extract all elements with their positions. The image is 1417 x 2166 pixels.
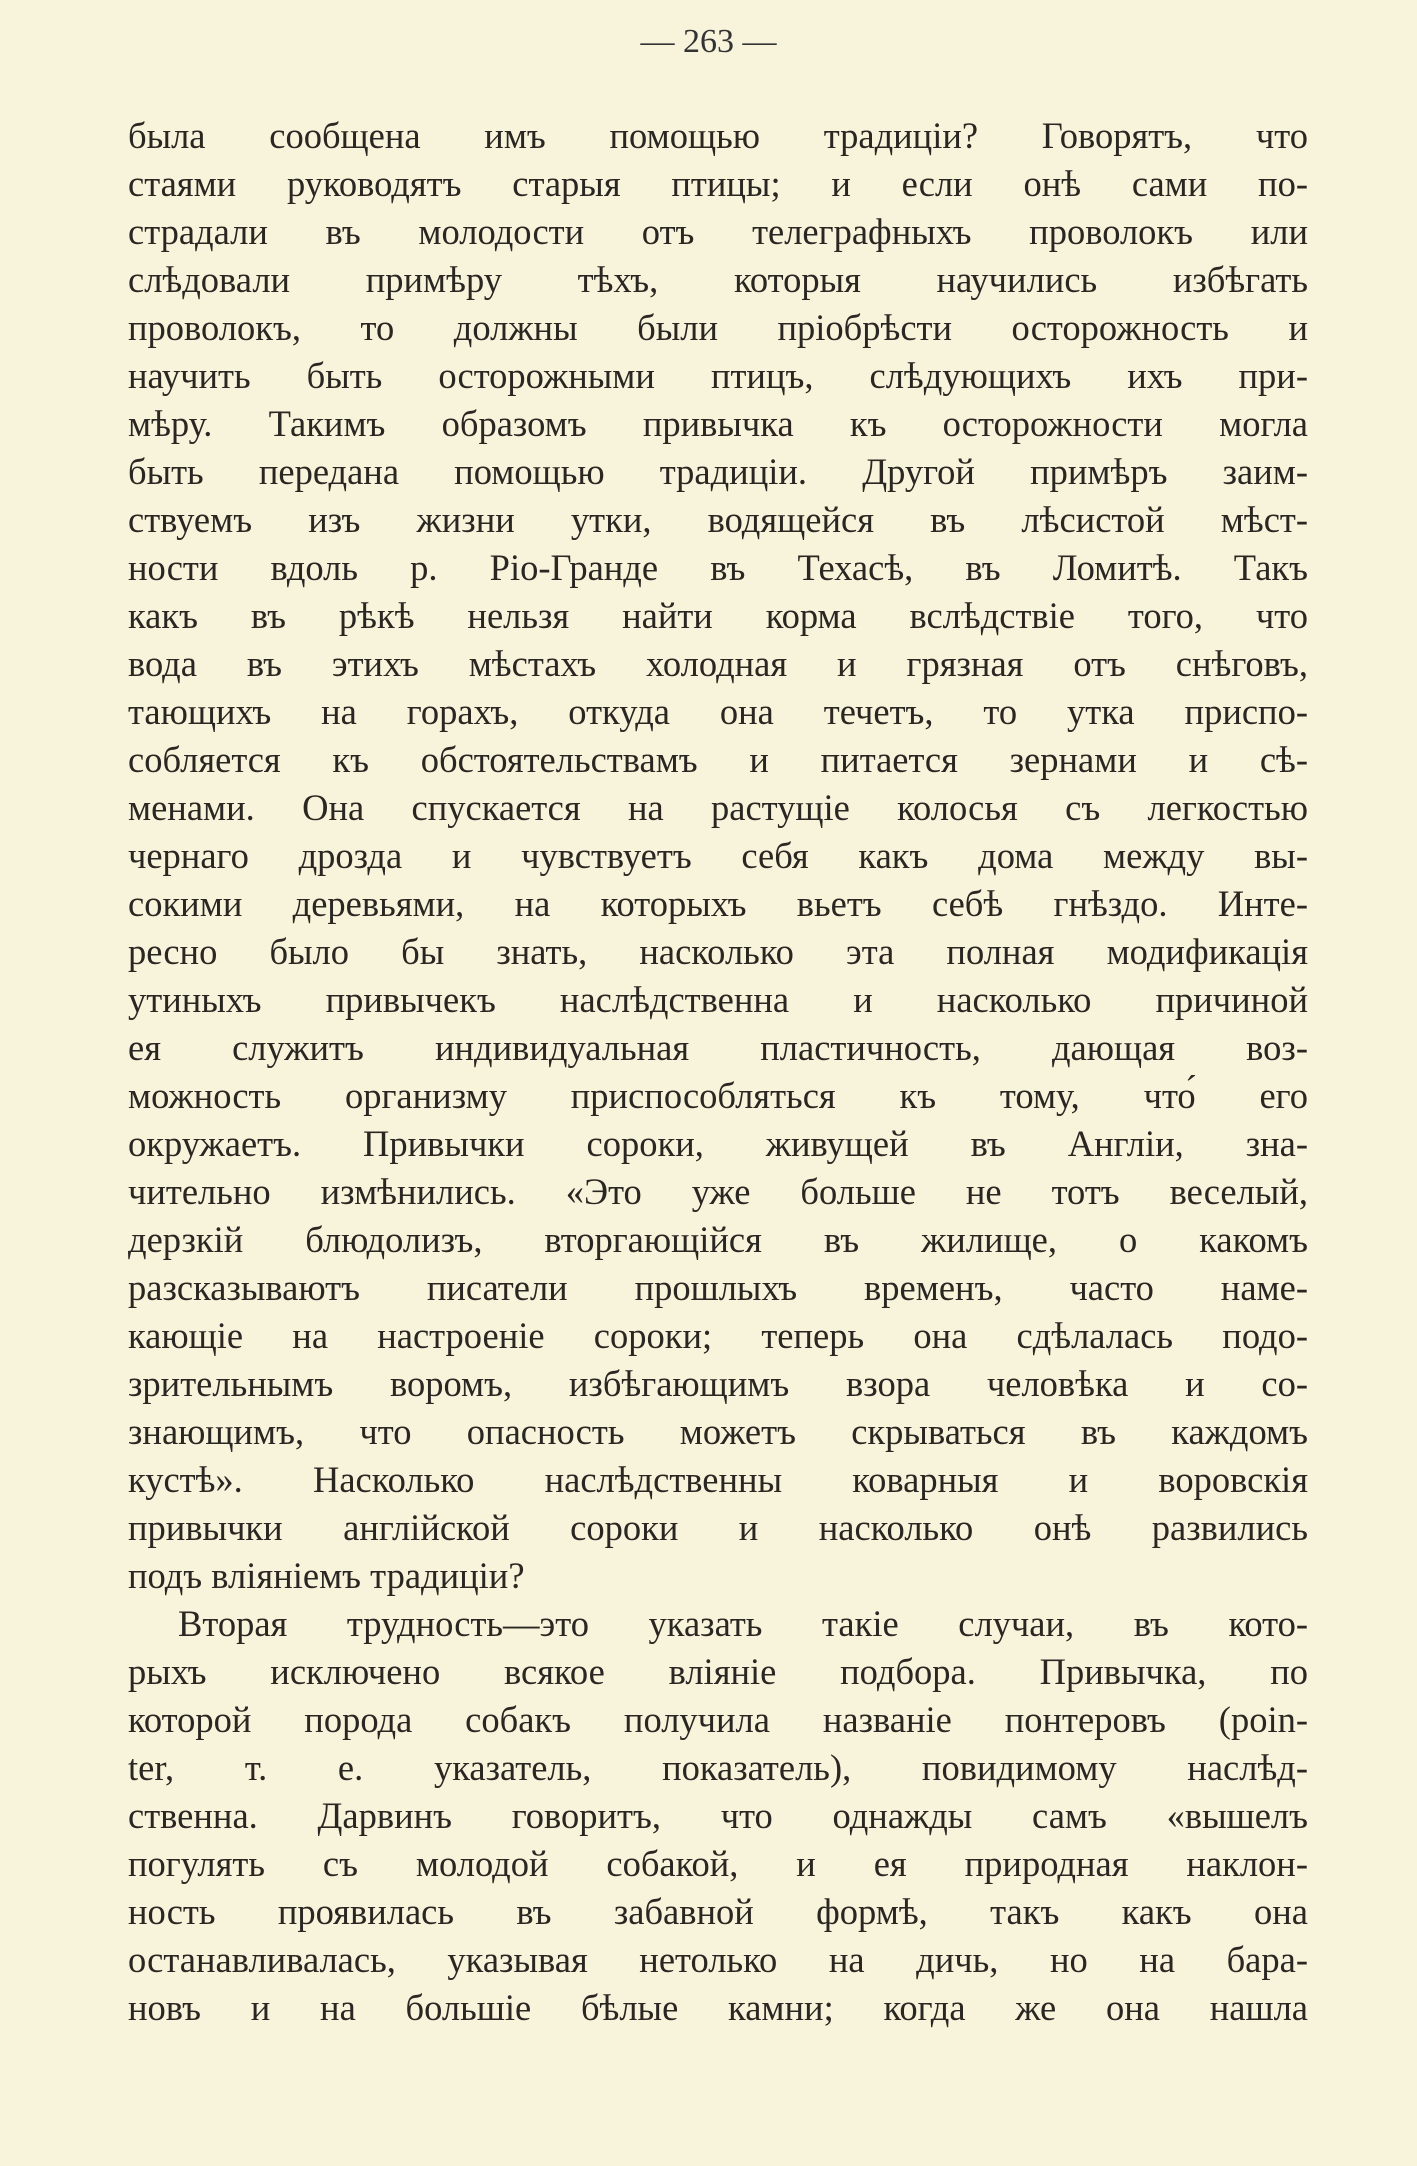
text-line: кающіе на настроеніе сороки; теперь она сдѣлалась подо- xyxy=(128,1315,1308,1356)
text-line: погулять съ молодой собакой, и ея природная наклон- xyxy=(128,1843,1308,1884)
page-number: — 263 — xyxy=(640,23,777,60)
text-line: кустѣ». Насколько наслѣдственны коварныя и воровскія xyxy=(128,1459,1308,1500)
text-line: ствуемъ изъ жизни утки, водящейся въ лѣсистой мѣст- xyxy=(128,499,1308,540)
text-line: быть передана помощью традиціи. Другой примѣръ заим- xyxy=(128,451,1308,492)
text-line: привычки англійской сороки и насколько онѣ развились xyxy=(128,1507,1308,1548)
text-line: Вторая трудность—это указать такіе случаи, въ кото- xyxy=(178,1603,1308,1644)
page-body-text xyxy=(128,112,1308,2032)
text-line: рыхъ исключено всякое вліяніе подбора. Привычка, по xyxy=(128,1651,1308,1692)
text-line: какъ въ рѣкѣ нельзя найти корма вслѣдствіе того, что xyxy=(128,595,1308,636)
text-line: знающимъ, что опасность можетъ скрываться въ каждомъ xyxy=(128,1411,1308,1452)
text-line: тающихъ на горахъ, откуда она течетъ, то утка приспо- xyxy=(128,691,1308,732)
text-line: останавливалась, указывая нетолько на дичь, но на бара- xyxy=(128,1939,1308,1980)
text-line: вода въ этихъ мѣстахъ холодная и грязная отъ снѣговъ, xyxy=(128,643,1308,684)
text-line: страдали въ молодости отъ телеграфныхъ проволокъ или xyxy=(128,211,1308,252)
text-line: ственна. Дарвинъ говоритъ, что однажды самъ «вышелъ xyxy=(128,1795,1308,1836)
text-line: разсказываютъ писатели прошлыхъ временъ, часто наме- xyxy=(128,1267,1308,1308)
text-line: можность организму приспособляться къ тому, что́ его xyxy=(128,1075,1308,1116)
text-line: сокими деревьями, на которыхъ вьетъ себѣ гнѣздо. Инте- xyxy=(128,883,1308,924)
text-line: проволокъ, то должны были пріобрѣсти осторожность и xyxy=(128,307,1308,348)
text-line: ея служитъ индивидуальная пластичность, дающая воз- xyxy=(128,1027,1308,1068)
text-line: собляется къ обстоятельствамъ и питается зернами и сѣ- xyxy=(128,739,1308,780)
text-line: новъ и на большіе бѣлые камни; когда же она нашла xyxy=(128,1987,1308,2028)
text-line: слѣдовали примѣру тѣхъ, которыя научились избѣгать xyxy=(128,259,1308,300)
text-line: утиныхъ привычекъ наслѣдственна и насколько причиной xyxy=(128,979,1308,1020)
text-line: менами. Она спускается на растущіе колосья съ легкостью xyxy=(128,787,1308,828)
text-line: подъ вліяніемъ традиціи? xyxy=(128,1555,525,1596)
text-line: дерзкій блюдолизъ, вторгающійся въ жилище, о какомъ xyxy=(128,1219,1308,1260)
text-line: была сообщена имъ помощью традиціи? Говорятъ, что xyxy=(128,115,1308,156)
text-line: окружаетъ. Привычки сороки, живущей въ Англіи, зна- xyxy=(128,1123,1308,1164)
text-line: ресно было бы знать, насколько эта полная модификація xyxy=(128,931,1308,972)
text-line: ности вдоль р. Ріо-Гранде въ Техасѣ, въ Ломитѣ. Такъ xyxy=(128,547,1308,588)
text-line: ность проявилась въ забавной формѣ, такъ какъ она xyxy=(128,1891,1308,1932)
text-line: стаями руководятъ старыя птицы; и если онѣ сами по- xyxy=(128,163,1308,204)
text-line: ter, т. е. указатель, показатель), повидимому наслѣд- xyxy=(128,1747,1308,1788)
text-line: зрительнымъ воромъ, избѣгающимъ взора человѣка и со- xyxy=(128,1363,1308,1404)
text-line: чернаго дрозда и чувствуетъ себя какъ дома между вы- xyxy=(128,835,1308,876)
text-line: мѣру. Такимъ образомъ привычка къ осторожности могла xyxy=(128,403,1308,444)
text-line: которой порода собакъ получила названіе понтеровъ (poin- xyxy=(128,1699,1308,1740)
text-line: чительно измѣнились. «Это уже больше не тотъ веселый, xyxy=(128,1171,1308,1212)
text-line: научить быть осторожными птицъ, слѣдующихъ ихъ при- xyxy=(128,355,1308,396)
